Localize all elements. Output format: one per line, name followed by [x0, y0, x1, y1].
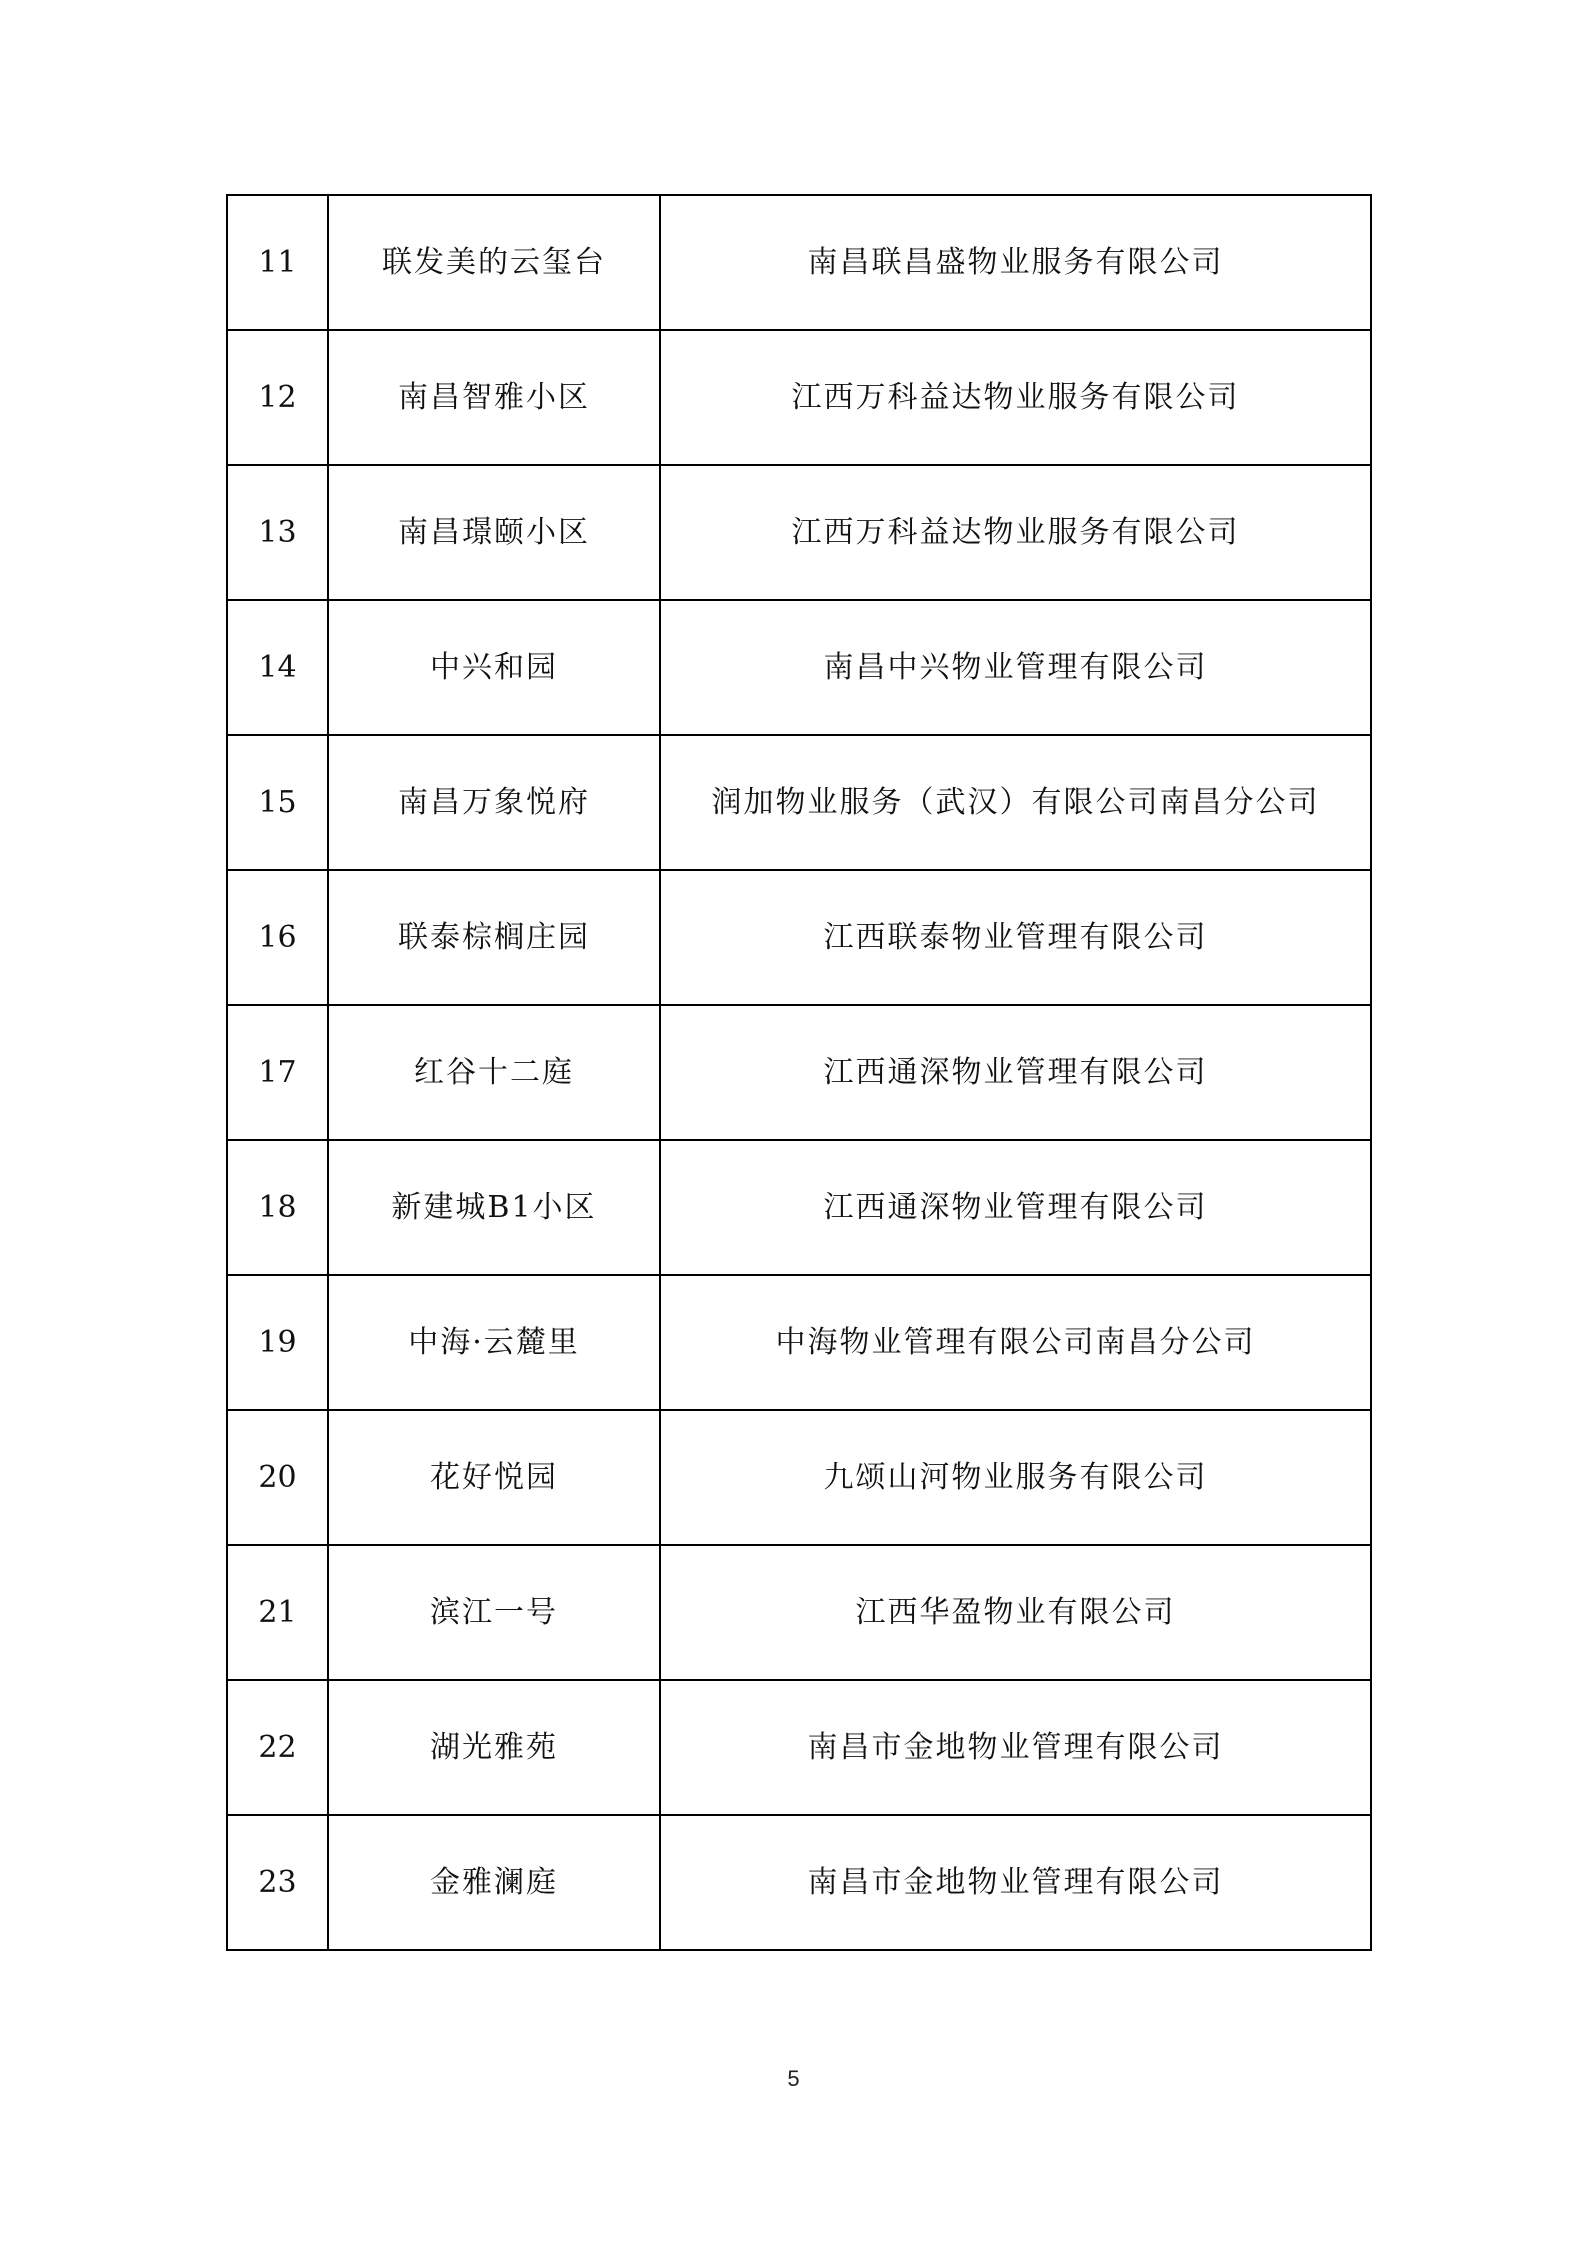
property-company: 润加物业服务（武汉）有限公司南昌分公司 [660, 735, 1371, 870]
property-management-table [226, 194, 1372, 1951]
property-company: 江西通深物业管理有限公司 [660, 1005, 1371, 1140]
community-name: 中海·云麓里 [328, 1275, 660, 1410]
table-row [227, 1815, 1371, 1950]
row-number: 11 [227, 195, 328, 330]
table-row [227, 465, 1371, 600]
property-company: 南昌市金地物业管理有限公司 [660, 1815, 1371, 1950]
row-number: 19 [227, 1275, 328, 1410]
property-company: 江西万科益达物业服务有限公司 [660, 465, 1371, 600]
community-name: 新建城B1小区 [328, 1140, 660, 1275]
table-row [227, 1680, 1371, 1815]
row-number: 12 [227, 330, 328, 465]
community-name: 红谷十二庭 [328, 1005, 660, 1140]
row-number: 21 [227, 1545, 328, 1680]
property-company: 江西通深物业管理有限公司 [660, 1140, 1371, 1275]
row-number: 13 [227, 465, 328, 600]
property-company: 南昌市金地物业管理有限公司 [660, 1680, 1371, 1815]
table-row [227, 1410, 1371, 1545]
property-company: 江西万科益达物业服务有限公司 [660, 330, 1371, 465]
property-company: 江西联泰物业管理有限公司 [660, 870, 1371, 1005]
table-row [227, 735, 1371, 870]
table-row [227, 1275, 1371, 1410]
community-name: 中兴和园 [328, 600, 660, 735]
property-company: 九颂山河物业服务有限公司 [660, 1410, 1371, 1545]
row-number: 16 [227, 870, 328, 1005]
community-name: 滨江一号 [328, 1545, 660, 1680]
table-row [227, 1005, 1371, 1140]
table-row [227, 195, 1371, 330]
community-name: 联泰棕榈庄园 [328, 870, 660, 1005]
row-number: 17 [227, 1005, 328, 1140]
row-number: 15 [227, 735, 328, 870]
page-number: 5 [787, 2066, 800, 2091]
row-number: 18 [227, 1140, 328, 1275]
table-row [227, 330, 1371, 465]
row-number: 23 [227, 1815, 328, 1950]
community-name: 南昌智雅小区 [328, 330, 660, 465]
row-number: 14 [227, 600, 328, 735]
property-company: 南昌联昌盛物业服务有限公司 [660, 195, 1371, 330]
property-company: 江西华盈物业有限公司 [660, 1545, 1371, 1680]
community-name: 联发美的云玺台 [328, 195, 660, 330]
table-row [227, 870, 1371, 1005]
property-company: 南昌中兴物业管理有限公司 [660, 600, 1371, 735]
table-row [227, 600, 1371, 735]
table-row [227, 1545, 1371, 1680]
table-body [227, 195, 1371, 1950]
row-number: 22 [227, 1680, 328, 1815]
community-name: 南昌万象悦府 [328, 735, 660, 870]
community-name: 金雅澜庭 [328, 1815, 660, 1950]
community-name: 南昌璟颐小区 [328, 465, 660, 600]
table-row [227, 1140, 1371, 1275]
community-name: 花好悦园 [328, 1410, 660, 1545]
community-name: 湖光雅苑 [328, 1680, 660, 1815]
row-number: 20 [227, 1410, 328, 1545]
property-company: 中海物业管理有限公司南昌分公司 [660, 1275, 1371, 1410]
